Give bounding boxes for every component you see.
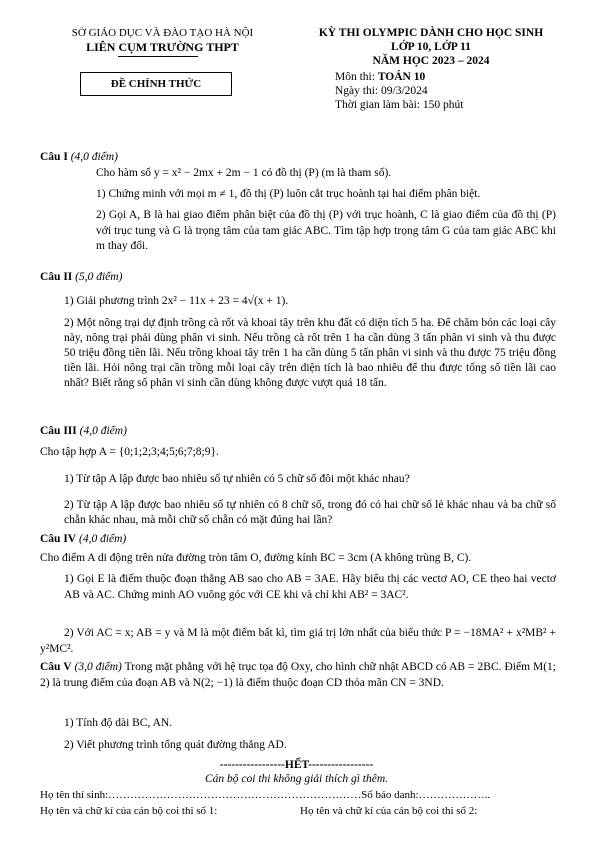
q3-heading: Câu III (4,0 điểm) [40,425,127,437]
cluster-name: LIÊN CỤM TRƯỜNG THPT [86,40,239,54]
proctor-2-signature: Họ tên và chữ kí của cán bộ coi thi số 2: [300,805,478,817]
header-left [40,26,285,54]
exam-date: Ngày thi: 09/3/2024 [335,85,428,97]
q4-part1: 1) Gọi E là điểm thuộc đoạn thẳng AB sao cho AB = 3AE. Hãy biểu thị các vectơ AO, CE theo hai vectơ AB và AC. Chứng minh AO vuông góc với CE khi và chỉ khi AB² = 3AC². [64,573,556,601]
exam-title: KỲ THI OLYMPIC DÀNH CHO HỌC SINH [318,27,544,39]
q3-part1: 1) Từ tập A lập được bao nhiêu số tự nhiên có 5 chữ số đôi một khác nhau? [64,473,410,485]
q4-part2: 2) Với AC = x; AB = y và M là một điểm bất kì, tìm giá trị lớn nhất của biểu thức P = −18MA² + x²MB² + y²MC². [40,627,556,655]
q5-part1: 1) Tính độ dài BC, AN. [64,717,173,729]
exam-year: NĂM HỌC 2023 – 2024 [372,55,490,67]
stamp-text: ĐỀ CHÍNH THỨC [110,78,202,90]
subject-line: Môn thi: TOÁN 10 [335,71,426,83]
q2-part2: 2) Một nông trại dự định trồng cà rốt và khoai tây trên khu đất có diện tích 5 ha. Để chăm bón các loại cây này, nông trại phải dùng phân vi sinh. Nếu trồng cà rốt trên 1 ha cần dùng 3 tấn phân vi sinh và thu được 50 triệu đồng tiền lãi. Nếu trồng khoai tây trên 1 ha cần dùng 5 tấn phân vi sinh và thu được 75 triệu đồng tiền lãi. Hỏi nông trại cần trồng mỗi loại cây trên diện tích là bao nhiêu để thu được tổng số tiền lãi cao nhất? Biết rằng số phân vi sinh cần dùng không được vượt quá 18 tấn. [64,317,556,389]
q1-part2: 2) Gọi A, B là hai giao điểm phân biệt của đồ thị (P) với trục hoành, C là giao điểm của đồ thị (P) với trục tung và G là trọng tâm của tam giác ABC. Tìm tập hợp trọng tâm G của tam giác ABC khi m thay đổi. [96,209,556,252]
official-stamp [80,72,232,96]
q4-heading: Câu IV (4,0 điểm) [40,533,127,545]
exam-grades: LỚP 10, LỚP 11 [391,41,471,53]
proctor-note: Cán bộ coi thi không giải thích gì thêm. [204,773,389,785]
header-right [283,26,579,68]
subject-name: TOÁN 10 [377,71,426,83]
department-name: SỞ GIÁO DỤC VÀ ĐÀO TẠO HÀ NỘI [71,27,254,39]
candidate-info-line: Họ tên thí sinh:……………………………………………………………Số báo danh:……………….. [40,789,491,801]
q1-part1: 1) Chứng minh với mọi m ≠ 1, đồ thị (P) luôn cắt trục hoành tại hai điểm phân biệt. [96,188,481,200]
q5-points: (3,0 điểm) [74,661,122,673]
q2-part1: 1) Giải phương trình 2x² − 11x + 23 = 4√(x + 1). [64,295,289,307]
q3-intro: Cho tập hợp A = {0;1;2;3;4;5;6;7;8;9}. [40,446,219,458]
end-marker: -----------------HẾT----------------- [219,759,374,771]
proctor-1-signature: Họ tên và chữ kí của cán bộ coi thi số 1: [40,805,218,817]
q5-block [40,660,556,691]
q1-intro: Cho hàm số y = x² − 2mx + 2m − 1 có đồ thị (P) (m là tham số). [96,167,392,179]
q3-part2: 2) Từ tập A lập được bao nhiêu số tự nhiên có 8 chữ số, trong đó có hai chữ số lẻ khác nhau và ba chữ số chẵn khác nhau, mà mỗi chữ số chẵn có mặt đúng hai lần? [64,499,556,526]
header-divider [118,56,198,57]
q5-intro: Trong mặt phẳng với hệ trục tọa độ Oxy, cho hình chữ nhật ABCD có AB = 2BC. Điểm M(1; 2) là trung điểm của đoạn AB và N(2; −1) là điểm thuộc đoạn CD thỏa mãn CN = 3ND. [40,661,556,689]
q1-heading: Câu I (4,0 điểm) [40,151,118,163]
exam-duration: Thời gian làm bài: 150 phút [335,99,464,111]
q5-title: Câu V [40,661,72,673]
q2-heading: Câu II (5,0 điểm) [40,271,123,283]
q4-intro: Cho điểm A di động trên nửa đường tròn tâm O, đường kính BC = 3cm (A không trùng B, C). [40,552,472,564]
q5-part2: 2) Viết phương trình tổng quát đường thẳng AD. [64,739,287,751]
